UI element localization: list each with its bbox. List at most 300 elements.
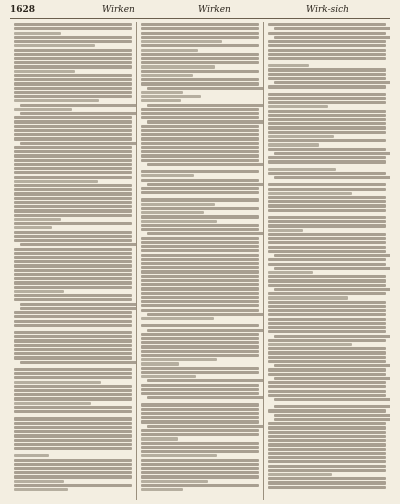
text-line [14, 222, 132, 225]
text-line [268, 381, 386, 384]
text-line [14, 129, 132, 132]
text-line [14, 372, 132, 375]
text-line [14, 239, 132, 242]
text-line [14, 417, 132, 420]
text-line [141, 241, 259, 244]
text-line [14, 184, 132, 187]
text-line [14, 406, 132, 409]
text-line [14, 57, 132, 60]
text-line [141, 467, 259, 470]
text-line [274, 377, 390, 380]
text-line [141, 345, 259, 348]
text-line [14, 256, 132, 259]
text-line [268, 313, 386, 316]
text-line [141, 350, 259, 353]
text-line [141, 74, 193, 77]
text-line [14, 389, 132, 392]
text-line [14, 413, 132, 416]
text-line [268, 23, 386, 26]
text-line [141, 254, 259, 257]
text-line [268, 481, 386, 484]
text-line [141, 270, 259, 273]
text-line [141, 203, 215, 206]
text-line [268, 469, 386, 472]
text-line [14, 36, 132, 39]
text-line [268, 44, 386, 47]
text-line [14, 376, 132, 379]
text-line [14, 467, 132, 470]
text-line [14, 327, 132, 330]
text-line [268, 143, 319, 146]
text-line [268, 160, 386, 163]
text-line [274, 398, 390, 401]
text-line [268, 263, 386, 266]
text-line [274, 27, 390, 30]
text-line [141, 463, 259, 466]
text-line [268, 401, 386, 404]
text-line [14, 214, 132, 217]
text-line [14, 40, 132, 43]
text-line [14, 335, 132, 338]
column-left [10, 22, 136, 500]
text-line [268, 373, 386, 376]
text-line [141, 420, 259, 423]
text-line [268, 465, 386, 468]
text-line [147, 163, 263, 166]
text-line [14, 426, 132, 429]
text-line [268, 275, 386, 278]
text-line [268, 309, 386, 312]
text-line [268, 351, 386, 354]
text-line [14, 218, 61, 221]
text-line [141, 384, 259, 387]
text-line [141, 40, 222, 43]
text-line [268, 216, 386, 219]
text-line [141, 362, 179, 365]
text-line [141, 287, 259, 290]
text-line [141, 125, 259, 128]
text-line [14, 171, 132, 174]
text-line [14, 146, 132, 149]
text-line [268, 435, 386, 438]
text-line [14, 439, 132, 442]
page-header [10, 4, 390, 19]
text-line [268, 456, 386, 459]
text-line [14, 364, 132, 367]
text-line [268, 212, 386, 215]
text-line [268, 85, 386, 88]
text-line [268, 77, 386, 80]
text-line [268, 322, 386, 325]
text-line [147, 232, 263, 235]
text-line [14, 315, 132, 318]
text-line [268, 101, 386, 104]
text-line [14, 286, 132, 289]
text-line [20, 112, 136, 115]
text-line [14, 78, 132, 81]
text-line [141, 49, 198, 52]
text-line [268, 339, 386, 342]
text-line [14, 475, 132, 478]
text-line [268, 131, 386, 134]
text-line [141, 279, 259, 282]
text-line [141, 304, 259, 307]
text-line [141, 137, 259, 140]
text-line [268, 318, 386, 321]
text-line [268, 188, 386, 191]
text-line [14, 368, 132, 371]
text-line [14, 248, 132, 251]
text-line [268, 122, 386, 125]
text-line [14, 402, 91, 405]
text-line [141, 433, 259, 436]
text-line [14, 385, 132, 388]
text-line [268, 330, 386, 333]
text-line [14, 320, 132, 323]
text-line [141, 358, 217, 361]
text-line [14, 23, 132, 26]
text-line [268, 233, 386, 236]
text-line [141, 57, 259, 60]
text-line [141, 446, 259, 449]
text-line [141, 211, 204, 214]
text-line [268, 89, 386, 92]
column-middle [136, 22, 263, 500]
text-line [141, 99, 181, 102]
text-line [141, 179, 259, 182]
text-line [14, 252, 132, 255]
text-line [147, 104, 263, 107]
text-line [268, 305, 386, 308]
text-line [141, 442, 259, 445]
text-line [268, 292, 386, 295]
text-line [268, 390, 386, 393]
text-line [268, 368, 386, 371]
text-line [141, 475, 259, 478]
text-line [268, 426, 386, 429]
text-line [147, 329, 263, 332]
text-line [14, 281, 132, 284]
text-line [268, 409, 386, 412]
text-line [141, 65, 215, 68]
text-line [274, 36, 390, 39]
text-line [268, 250, 386, 253]
text-line [141, 116, 259, 119]
text-line [141, 112, 259, 115]
text-line [14, 273, 132, 276]
text-line [141, 191, 259, 194]
text-line [14, 167, 132, 170]
text-line [268, 279, 386, 282]
text-line [268, 326, 386, 329]
text-line [268, 296, 348, 299]
text-line [147, 183, 263, 186]
text-line [268, 49, 386, 52]
text-line [141, 403, 259, 406]
text-line [141, 237, 259, 240]
text-line [141, 61, 259, 64]
text-line [141, 154, 259, 157]
text-line [14, 463, 132, 466]
text-line [14, 53, 132, 56]
text-line [147, 379, 263, 382]
running-head-center: Wirken [198, 5, 231, 15]
text-line [268, 229, 303, 232]
text-line [141, 44, 259, 47]
text-line [141, 262, 259, 265]
text-line [14, 443, 132, 446]
text-line [20, 303, 136, 306]
text-line [268, 110, 386, 113]
text-line [14, 381, 101, 384]
text-line [141, 82, 259, 85]
text-line [274, 152, 390, 155]
text-line [14, 459, 132, 462]
text-line [14, 269, 132, 272]
text-line [141, 399, 259, 402]
text-line [14, 163, 132, 166]
text-line [14, 454, 49, 457]
text-line [14, 311, 132, 314]
text-line [147, 120, 263, 123]
text-line [141, 412, 259, 415]
text-line [141, 371, 259, 374]
text-line [141, 198, 259, 201]
text-line [14, 488, 68, 491]
text-line [14, 393, 132, 396]
text-line [14, 348, 132, 351]
text-line [141, 333, 259, 336]
text-line [141, 166, 259, 169]
text-line [141, 150, 259, 153]
text-line [268, 284, 386, 287]
text-line [14, 290, 64, 293]
text-line [14, 422, 132, 425]
text-line [268, 452, 386, 455]
text-line [14, 450, 132, 453]
text-line [141, 309, 259, 312]
text-line [14, 201, 132, 204]
text-line [141, 367, 259, 370]
column-right [263, 22, 390, 500]
text-line [14, 120, 132, 123]
text-line [141, 53, 259, 56]
text-line [141, 275, 259, 278]
text-line [268, 126, 386, 129]
text-line [274, 267, 390, 270]
text-line [268, 168, 336, 171]
text-line [14, 231, 132, 234]
text-line [141, 459, 259, 462]
text-line [268, 93, 386, 96]
text-line [141, 292, 259, 295]
text-line [141, 70, 259, 73]
text-line [268, 241, 386, 244]
text-line [268, 192, 352, 195]
text-line [141, 337, 259, 340]
text-line [147, 87, 263, 90]
text-line [14, 116, 132, 119]
text-line [147, 313, 263, 316]
text-line [141, 437, 178, 440]
text-line [141, 27, 259, 30]
text-line [14, 484, 132, 487]
text-line [141, 454, 217, 457]
text-line [268, 64, 309, 67]
text-line [141, 91, 183, 94]
text-line [274, 335, 390, 338]
text-line [274, 254, 390, 257]
text-line [141, 170, 259, 173]
text-line [141, 36, 259, 39]
text-line [268, 183, 386, 186]
text-line [14, 108, 72, 111]
text-line [268, 60, 386, 63]
text-line [268, 486, 386, 489]
text-line [268, 473, 332, 476]
text-line [268, 200, 386, 203]
text-line [268, 164, 386, 167]
text-line [274, 364, 390, 367]
text-line [268, 460, 386, 463]
text-line [14, 99, 99, 102]
text-line [14, 150, 132, 153]
text-line [14, 133, 132, 136]
text-line [268, 246, 386, 249]
text-line [268, 347, 386, 350]
text-line [268, 53, 386, 56]
text-line [14, 32, 61, 35]
text-line [14, 61, 132, 64]
text-line [20, 361, 136, 364]
text-line [141, 488, 183, 491]
text-line [14, 82, 132, 85]
text-line [268, 105, 328, 108]
text-line [268, 394, 386, 397]
text-line [141, 416, 259, 419]
text-line [20, 307, 136, 310]
text-line [14, 430, 132, 433]
text-line [14, 434, 132, 437]
text-line [268, 237, 386, 240]
text-line [14, 235, 132, 238]
text-line [141, 429, 259, 432]
text-line [14, 397, 132, 400]
text-line [141, 317, 214, 320]
text-line [268, 443, 386, 446]
text-line [141, 258, 259, 261]
text-line [14, 294, 132, 297]
text-line [141, 95, 201, 98]
text-line [141, 187, 259, 190]
text-line [268, 343, 352, 346]
text-line [141, 375, 196, 378]
text-line [14, 137, 132, 140]
text-line [141, 249, 259, 252]
text-line [268, 196, 386, 199]
text-line [268, 172, 386, 175]
text-line [141, 471, 259, 474]
text-line [268, 224, 386, 227]
text-line [268, 385, 386, 388]
text-line [14, 197, 132, 200]
text-line [268, 73, 386, 76]
text-line [141, 129, 259, 132]
text-line [14, 154, 132, 157]
text-line [141, 341, 259, 344]
text-line [14, 65, 132, 68]
text-line [268, 57, 386, 60]
text-line [268, 271, 313, 274]
text-line [274, 418, 390, 421]
text-line [141, 320, 259, 323]
text-line [141, 324, 259, 327]
text-line [268, 356, 386, 359]
text-line [14, 209, 132, 212]
text-line [268, 118, 386, 121]
text-line [141, 480, 208, 483]
text-line [268, 220, 386, 223]
text-line [268, 135, 334, 138]
text-line [14, 277, 132, 280]
text-line [268, 422, 386, 425]
text-line [141, 207, 259, 210]
text-line [14, 324, 132, 327]
text-line [14, 49, 132, 52]
text-line [14, 226, 52, 229]
text-line [141, 32, 259, 35]
text-line [274, 81, 390, 84]
text-line [14, 480, 64, 483]
text-line [141, 388, 259, 391]
text-line [14, 410, 132, 413]
text-line [14, 447, 132, 450]
text-line [141, 283, 259, 286]
text-line [268, 448, 386, 451]
text-line [147, 396, 263, 399]
text-line [141, 450, 259, 453]
text-line [14, 95, 132, 98]
text-line [141, 194, 259, 197]
text-line [14, 87, 132, 90]
text-line [274, 414, 390, 417]
text-line [141, 408, 259, 411]
text-line [268, 431, 386, 434]
text-line [141, 228, 259, 231]
text-line [268, 148, 386, 151]
text-line [268, 40, 386, 43]
text-line [14, 74, 132, 77]
text-line [141, 174, 194, 177]
text-line [141, 296, 259, 299]
text-line [14, 264, 132, 267]
text-line [14, 344, 132, 347]
text-line [141, 159, 259, 162]
text-line [14, 188, 132, 191]
text-line [14, 352, 132, 355]
text-line [20, 243, 136, 246]
text-line [20, 142, 136, 145]
text-line [141, 142, 259, 145]
text-line [14, 180, 98, 183]
text-line [141, 108, 259, 111]
text-line [14, 339, 132, 342]
text-line [274, 405, 390, 408]
text-line [268, 179, 386, 182]
text-line [274, 176, 390, 179]
running-head-right: Wirk-sich [306, 5, 349, 15]
text-line [141, 300, 259, 303]
